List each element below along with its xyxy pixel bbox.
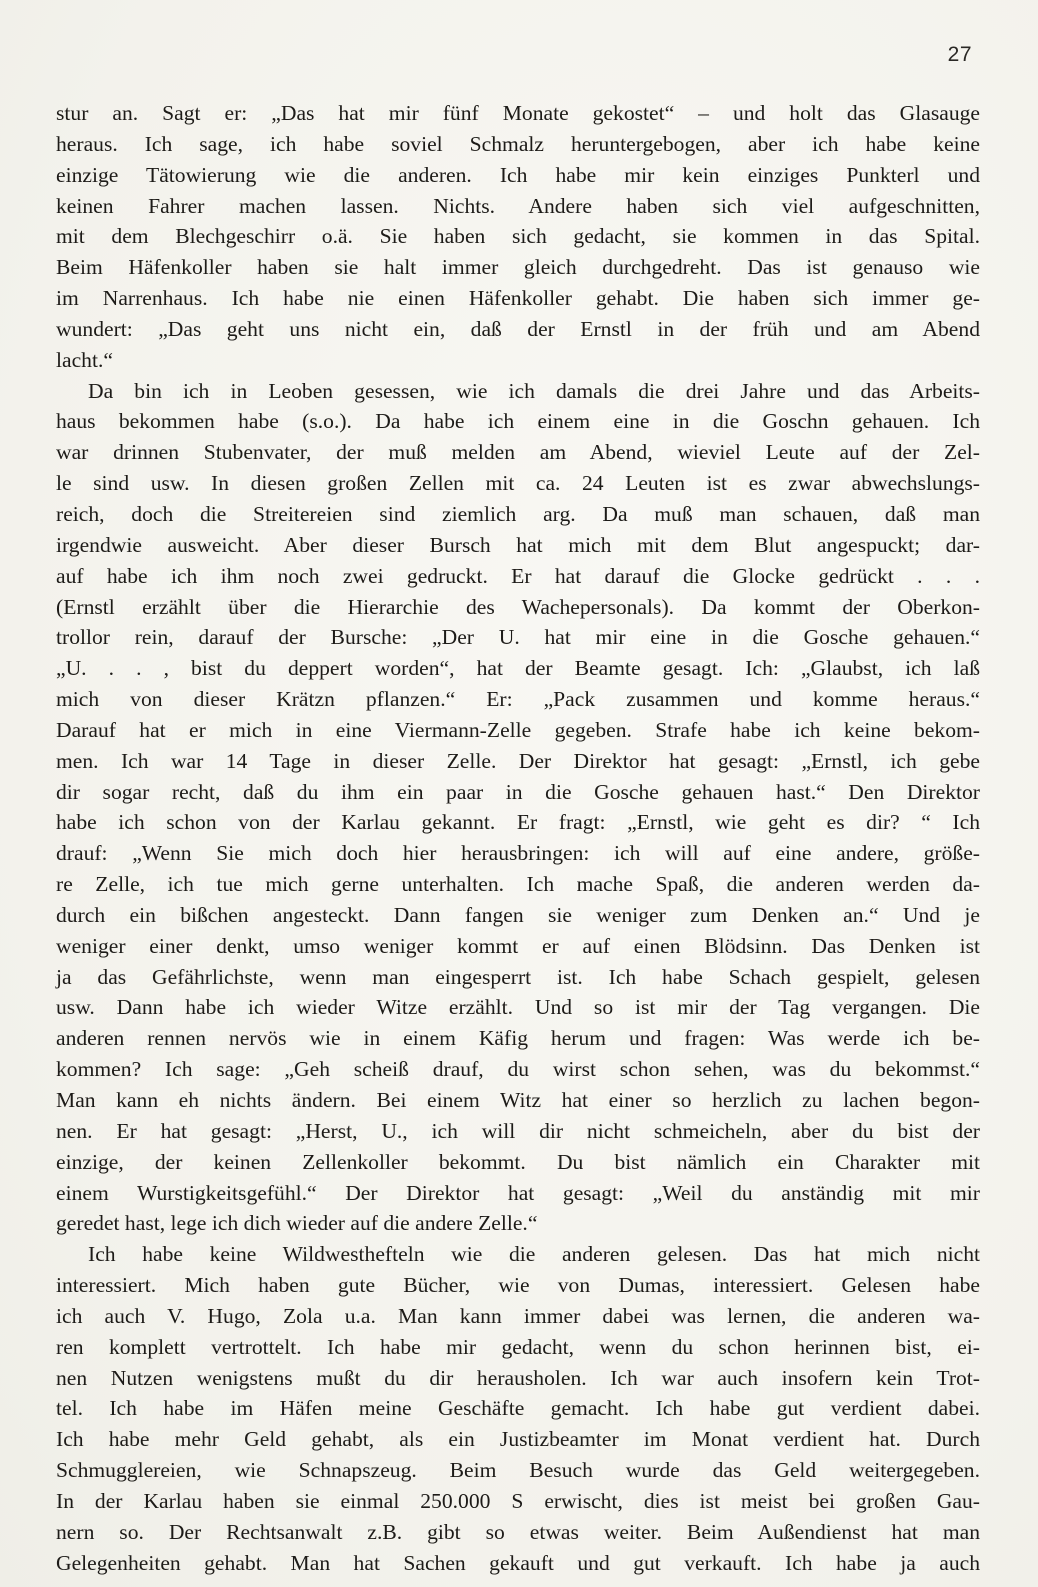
text-line: Man kann eh nichts ändern. Bei einem Witz hat einer so herzlich zu lachen begon- xyxy=(56,1088,980,1112)
text-line: „U. . . , bist du deppert worden“, hat der Beamte gesagt. Ich: „Glaubst, ich laß xyxy=(56,656,980,681)
paragraph-1 xyxy=(56,98,980,376)
text-line: weniger einer denkt, umso weniger kommt er auf einen Blödsinn. Das Denken ist xyxy=(56,933,980,958)
text-line: re Zelle, ich tue mich gerne unterhalten. Ich mache Spaß, die anderen werden da- xyxy=(56,872,980,897)
paragraph-3 xyxy=(56,1239,980,1578)
text-line: Gelegenheiten gehabt. Man hat Sachen gekauft und gut verkauft. Ich habe ja auch xyxy=(56,1550,980,1575)
text-line: men. Ich war 14 Tage in dieser Zelle. Der Direktor hat gesagt: „Ernstl, ich gebe xyxy=(56,748,980,773)
page-number: 27 xyxy=(947,43,972,66)
text-line: In der Karlau haben sie einmal 250.000 S erwischt, dies ist meist bei großen Gau- xyxy=(56,1488,980,1513)
text-line: wundert: „Das geht uns nicht ein, daß der Ernstl in der früh und am Abend xyxy=(56,316,980,341)
text-line: drauf: „Wenn Sie mich doch hier herausbringen: ich will auf eine andere, größe- xyxy=(56,841,980,866)
text-line: durch ein bißchen angesteckt. Dann fangen sie weniger zum Denken an.“ Und je xyxy=(56,902,980,927)
text-line: einem Wurstigkeitsgefühl.“ Der Direktor hat gesagt: „Weil du anständig mit mir xyxy=(56,1180,980,1205)
text-line: lacht.“ xyxy=(56,347,113,372)
text-line: keinen Fahrer machen lassen. Nichts. Andere haben sich viel aufgeschnitten, xyxy=(56,193,980,218)
text-line: auf habe ich ihm noch zwei gedruckt. Er hat darauf die Glocke gedrückt . . . xyxy=(56,563,980,588)
text-line: ren komplett vertrottelt. Ich habe mir gedacht, wenn du schon herinnen bist, ei- xyxy=(56,1334,980,1359)
text-line: Ich habe mehr Geld gehabt, als ein Justizbeamter im Monat verdient hat. Durch xyxy=(56,1427,980,1452)
text-line: war drinnen Stubenvater, der muß melden am Abend, wieviel Leute auf der Zel- xyxy=(56,440,980,465)
text-line: kommen? Ich sage: „Geh scheiß drauf, du wirst schon sehen, was du bekommst.“ xyxy=(56,1057,980,1082)
text-line: nern so. Der Rechtsanwalt z.B. gibt so etwas weiter. Beim Außendienst hat man xyxy=(56,1519,980,1544)
text-line: ich auch V. Hugo, Zola u.a. Man kann immer dabei was lernen, die anderen wa- xyxy=(56,1303,980,1328)
text-line: mit dem Blechgeschirr o.ä. Sie haben sich gedacht, sie kommen in das Spital. xyxy=(56,224,980,249)
text-line: ja das Gefährlichste, wenn man eingesperrt ist. Ich habe Schach gespielt, gelesen xyxy=(56,964,980,989)
body-text xyxy=(56,98,980,1579)
text-line: dir sogar recht, daß du ihm ein paar in die Gosche gehauen hast.“ Den Direktor xyxy=(56,779,980,804)
text-line: haus bekommen habe (s.o.). Da habe ich einem eine in die Goschn gehauen. Ich xyxy=(56,409,980,434)
text-line: Beim Häfenkoller haben sie halt immer gleich durchgedreht. Das ist genauso wie xyxy=(56,255,980,280)
text-line: geredet hast, lege ich dich wieder auf die andere Zelle.“ xyxy=(56,1211,538,1236)
text-line: usw. Dann habe ich wieder Witze erzählt. Und so ist mir der Tag vergangen. Die xyxy=(56,995,980,1020)
text-line: heraus. Ich sage, ich habe soviel Schmalz heruntergebogen, aber ich habe keine xyxy=(56,131,980,156)
text-line: mich von dieser Krätzn pflanzen.“ Er: „Pack zusammen und komme heraus.“ xyxy=(56,687,980,712)
text-line: im Narrenhaus. Ich habe nie einen Häfenkoller gehabt. Die haben sich immer ge- xyxy=(56,286,980,311)
paragraph-2 xyxy=(56,376,980,1240)
text-line: tel. Ich habe im Häfen meine Geschäfte gemacht. Ich habe gut verdient dabei. xyxy=(56,1396,980,1421)
text-line: stur an. Sagt er: „Das hat mir fünf Monate gekostet“ – und holt das Glasauge xyxy=(56,101,980,125)
text-line: Schmugglereien, wie Schnapszeug. Beim Besuch wurde das Geld weitergegeben. xyxy=(56,1458,980,1483)
text-line: interessiert. Mich haben gute Bücher, wie von Dumas, interessiert. Gelesen habe xyxy=(56,1273,980,1298)
text-line: trollor rein, darauf der Bursche: „Der U. hat mir eine in die Gosche gehauen.“ xyxy=(56,625,980,650)
text-line: Ich habe keine Wildwesthefteln wie die anderen gelesen. Das hat mich nicht xyxy=(88,1242,980,1267)
text-line: nen. Er hat gesagt: „Herst, U., ich will dir nicht schmeicheln, aber du bist der xyxy=(56,1118,980,1143)
text-line: einzige, der keinen Zellenkoller bekommt. Du bist nämlich ein Charakter mit xyxy=(56,1149,980,1174)
text-line: anderen rennen nervös wie in einem Käfig herum und fragen: Was werde ich be- xyxy=(56,1026,980,1051)
text-line: nen Nutzen wenigstens mußt du dir herausholen. Ich war auch insofern kein Trot- xyxy=(56,1365,980,1390)
text-line: Da bin ich in Leoben gesessen, wie ich damals die drei Jahre und das Arbeits- xyxy=(88,378,980,403)
text-line: einzige Tätowierung wie die anderen. Ich habe mir kein einziges Punkterl und xyxy=(56,162,980,187)
text-line: habe ich schon von der Karlau gekannt. Er fragt: „Ernstl, wie geht es dir? “ Ich xyxy=(56,810,980,835)
text-line: (Ernstl erzählt über die Hierarchie des Wachepersonals). Da kommt der Oberkon- xyxy=(56,594,980,619)
text-line: irgendwie ausweicht. Aber dieser Bursch hat mich mit dem Blut angespuckt; dar- xyxy=(56,532,980,557)
text-line: le sind usw. In diesen großen Zellen mit ca. 24 Leuten ist es zwar abwechslungs- xyxy=(56,471,980,496)
text-line: Darauf hat er mich in eine Viermann-Zelle gegeben. Strafe habe ich keine bekom- xyxy=(56,717,980,742)
text-line: reich, doch die Streitereien sind ziemlich arg. Da muß man schauen, daß man xyxy=(56,501,980,526)
